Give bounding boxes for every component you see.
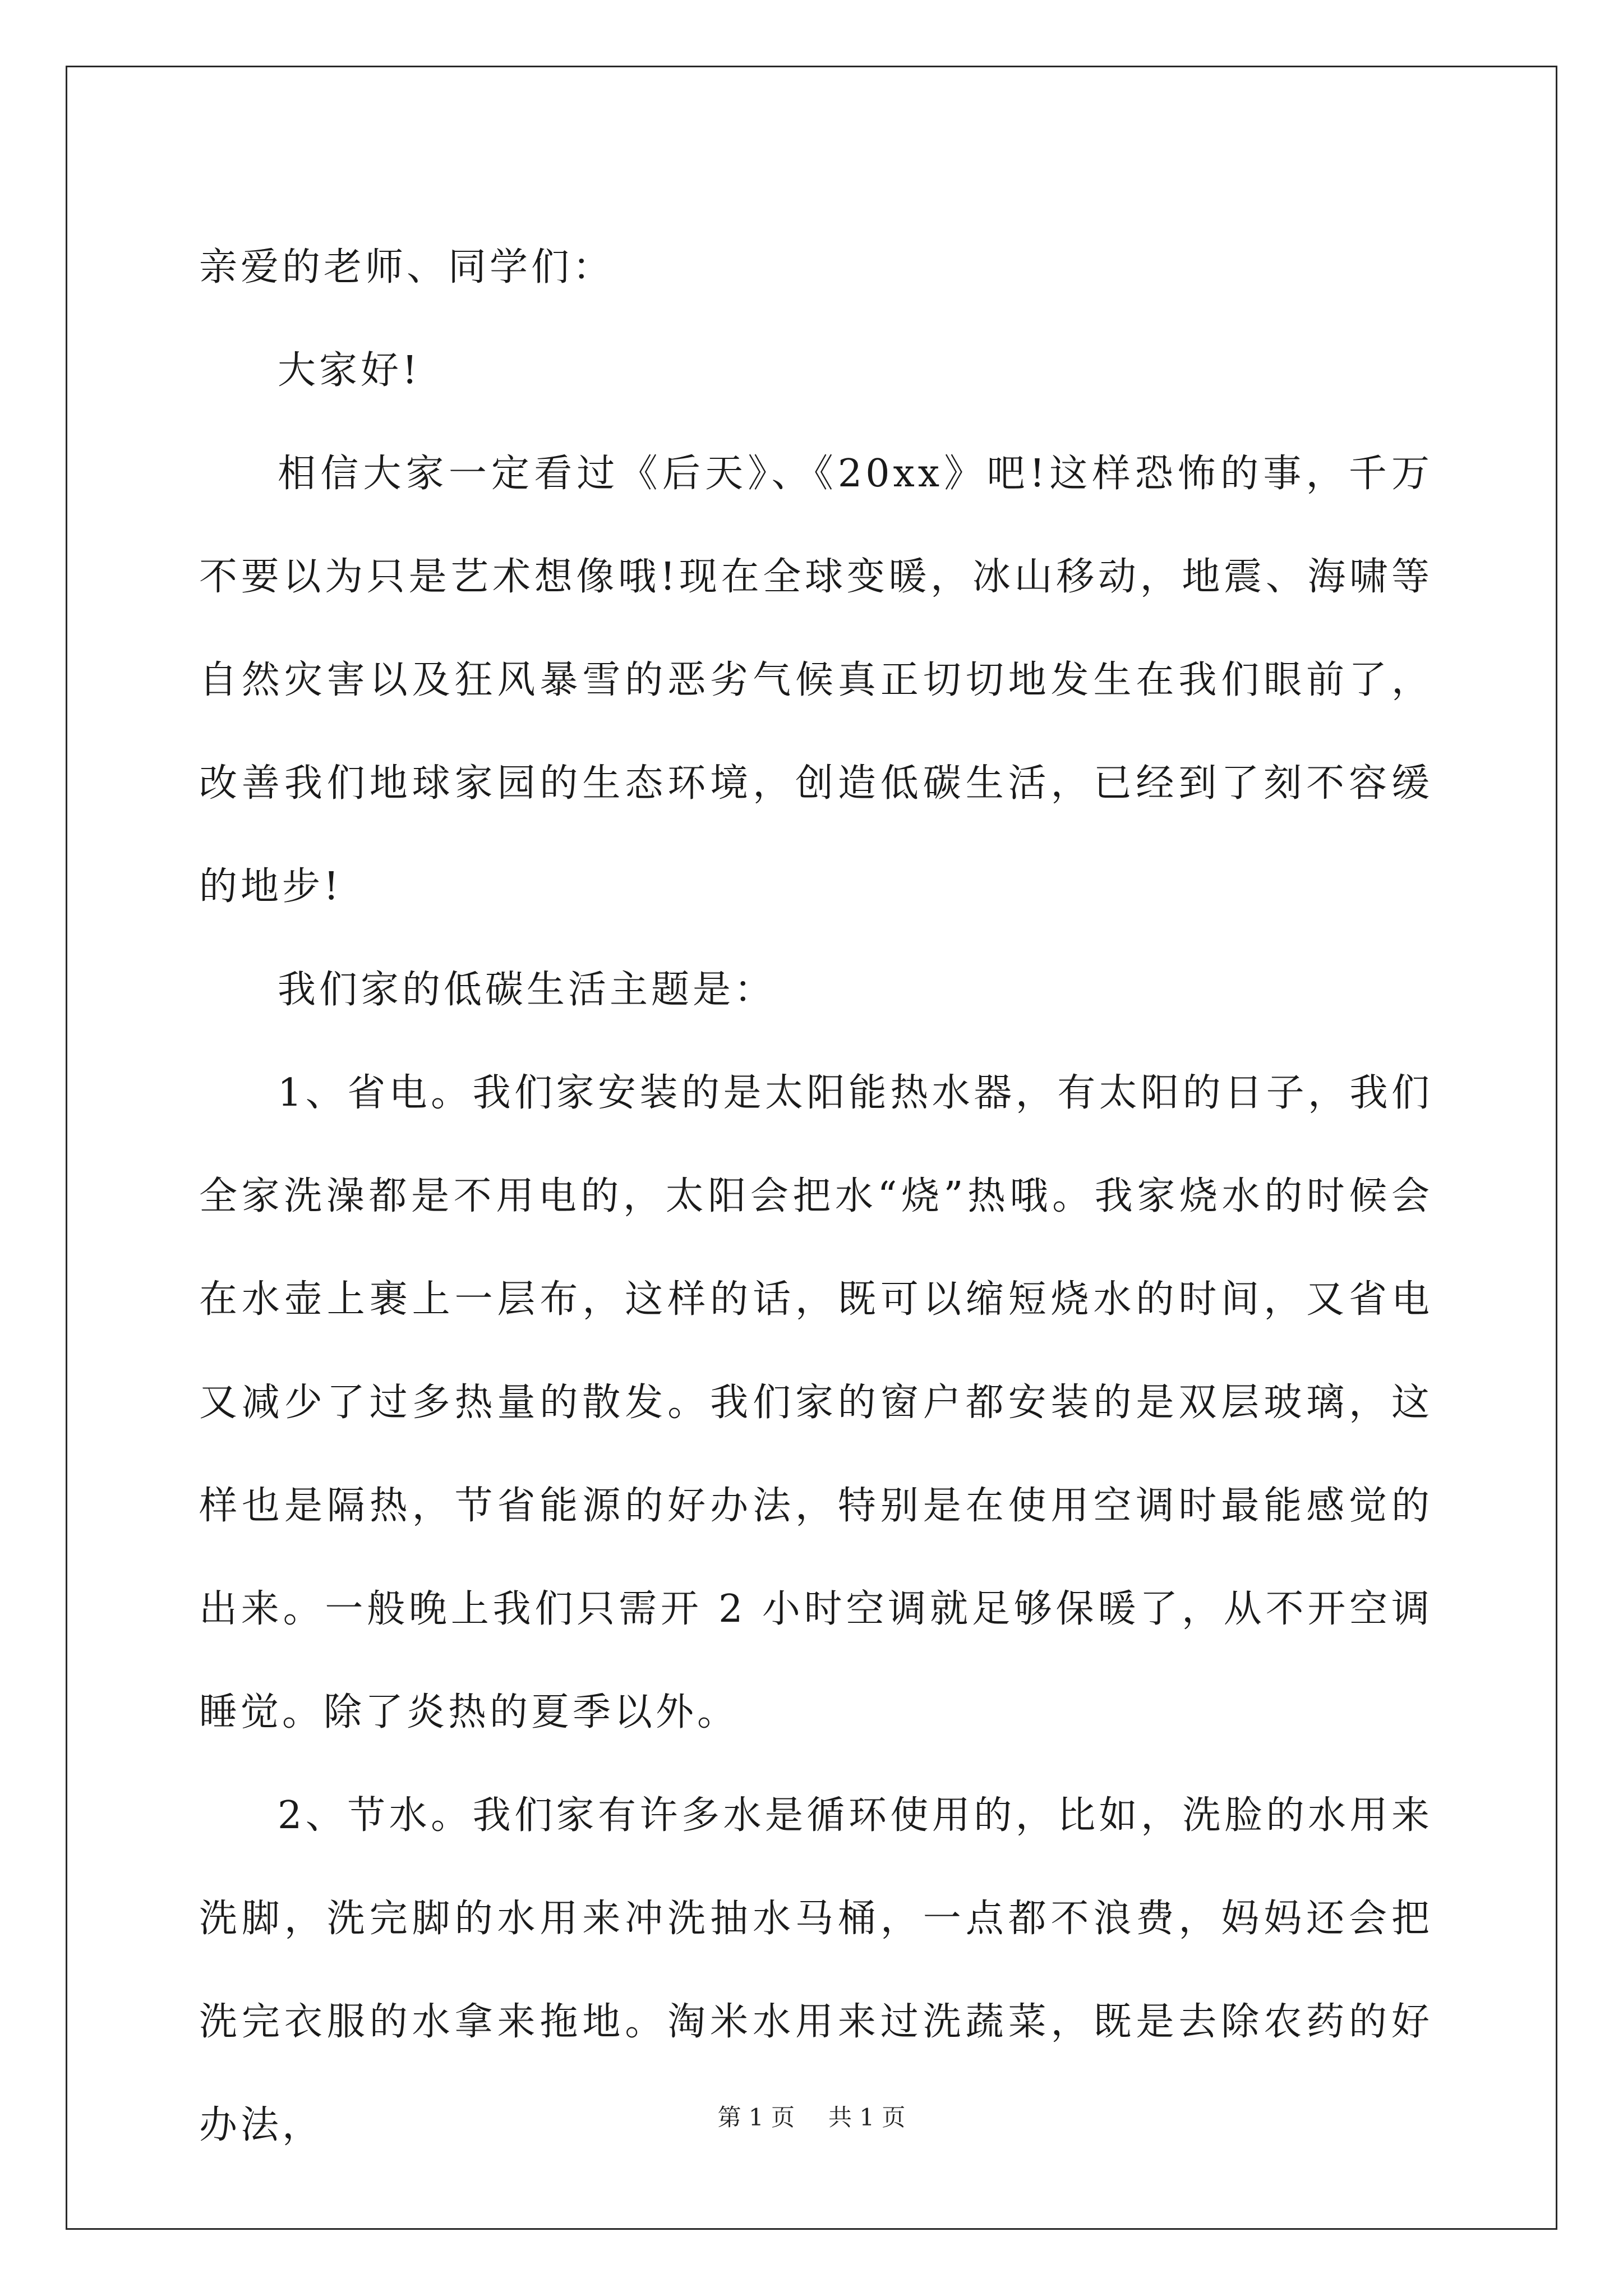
paragraph-intro: 相信大家一定看过《后天》、《20xx》吧!这样恐怖的事，千万不要以为只是艺术想像哦!现在全球变暖，冰山移动，地震、海啸等自然灾害以及狂风暴雪的恶劣气候真正切切地发生在我们眼前了，改善我们地球家园的生态环境，创造低碳生活，已经到了刻不容缓的地步! — [199, 452, 1433, 909]
greeting: 大家好! — [278, 348, 421, 393]
paragraph-save-water: 2、节水。我们家有许多水是循环使用的，比如，洗脸的水用来洗脚，洗完脚的水用来冲洗抽水马桶，一点都不浪费，妈妈还会把洗完衣服的水拿来拖地。淘米水用来过洗蔬菜，既是去除农药的好办法， — [199, 1793, 1433, 2147]
page-number: 第 1 页 — [717, 2104, 795, 2131]
salutation: 亲爱的老师、同学们： — [199, 245, 615, 289]
page-total: 共 1 页 — [828, 2104, 906, 2131]
paragraph-save-electricity: 1、省电。我们家安装的是太阳能热水器，有太阳的日子，我们全家洗澡都是不用电的，太阳会把水“烧”热哦。我家烧水的时候会在水壶上裹上一层布，这样的话，既可以缩短烧水的时间，又省电又减少了过多热量的散发。我们家的窗户都安装的是双层玻璃，这样也是隔热，节省能源的好办法，特别是在使用空调时最能感觉的出来。一般晚上我们只需开 2 小时空调就足够保暖了，从不开空调睡觉。除了炎热的夏季以外。 — [199, 1071, 1433, 1734]
document-body — [199, 216, 1433, 2177]
paragraph-theme: 我们家的低碳生活主题是： — [278, 968, 776, 1012]
page-footer — [0, 2101, 1623, 2134]
